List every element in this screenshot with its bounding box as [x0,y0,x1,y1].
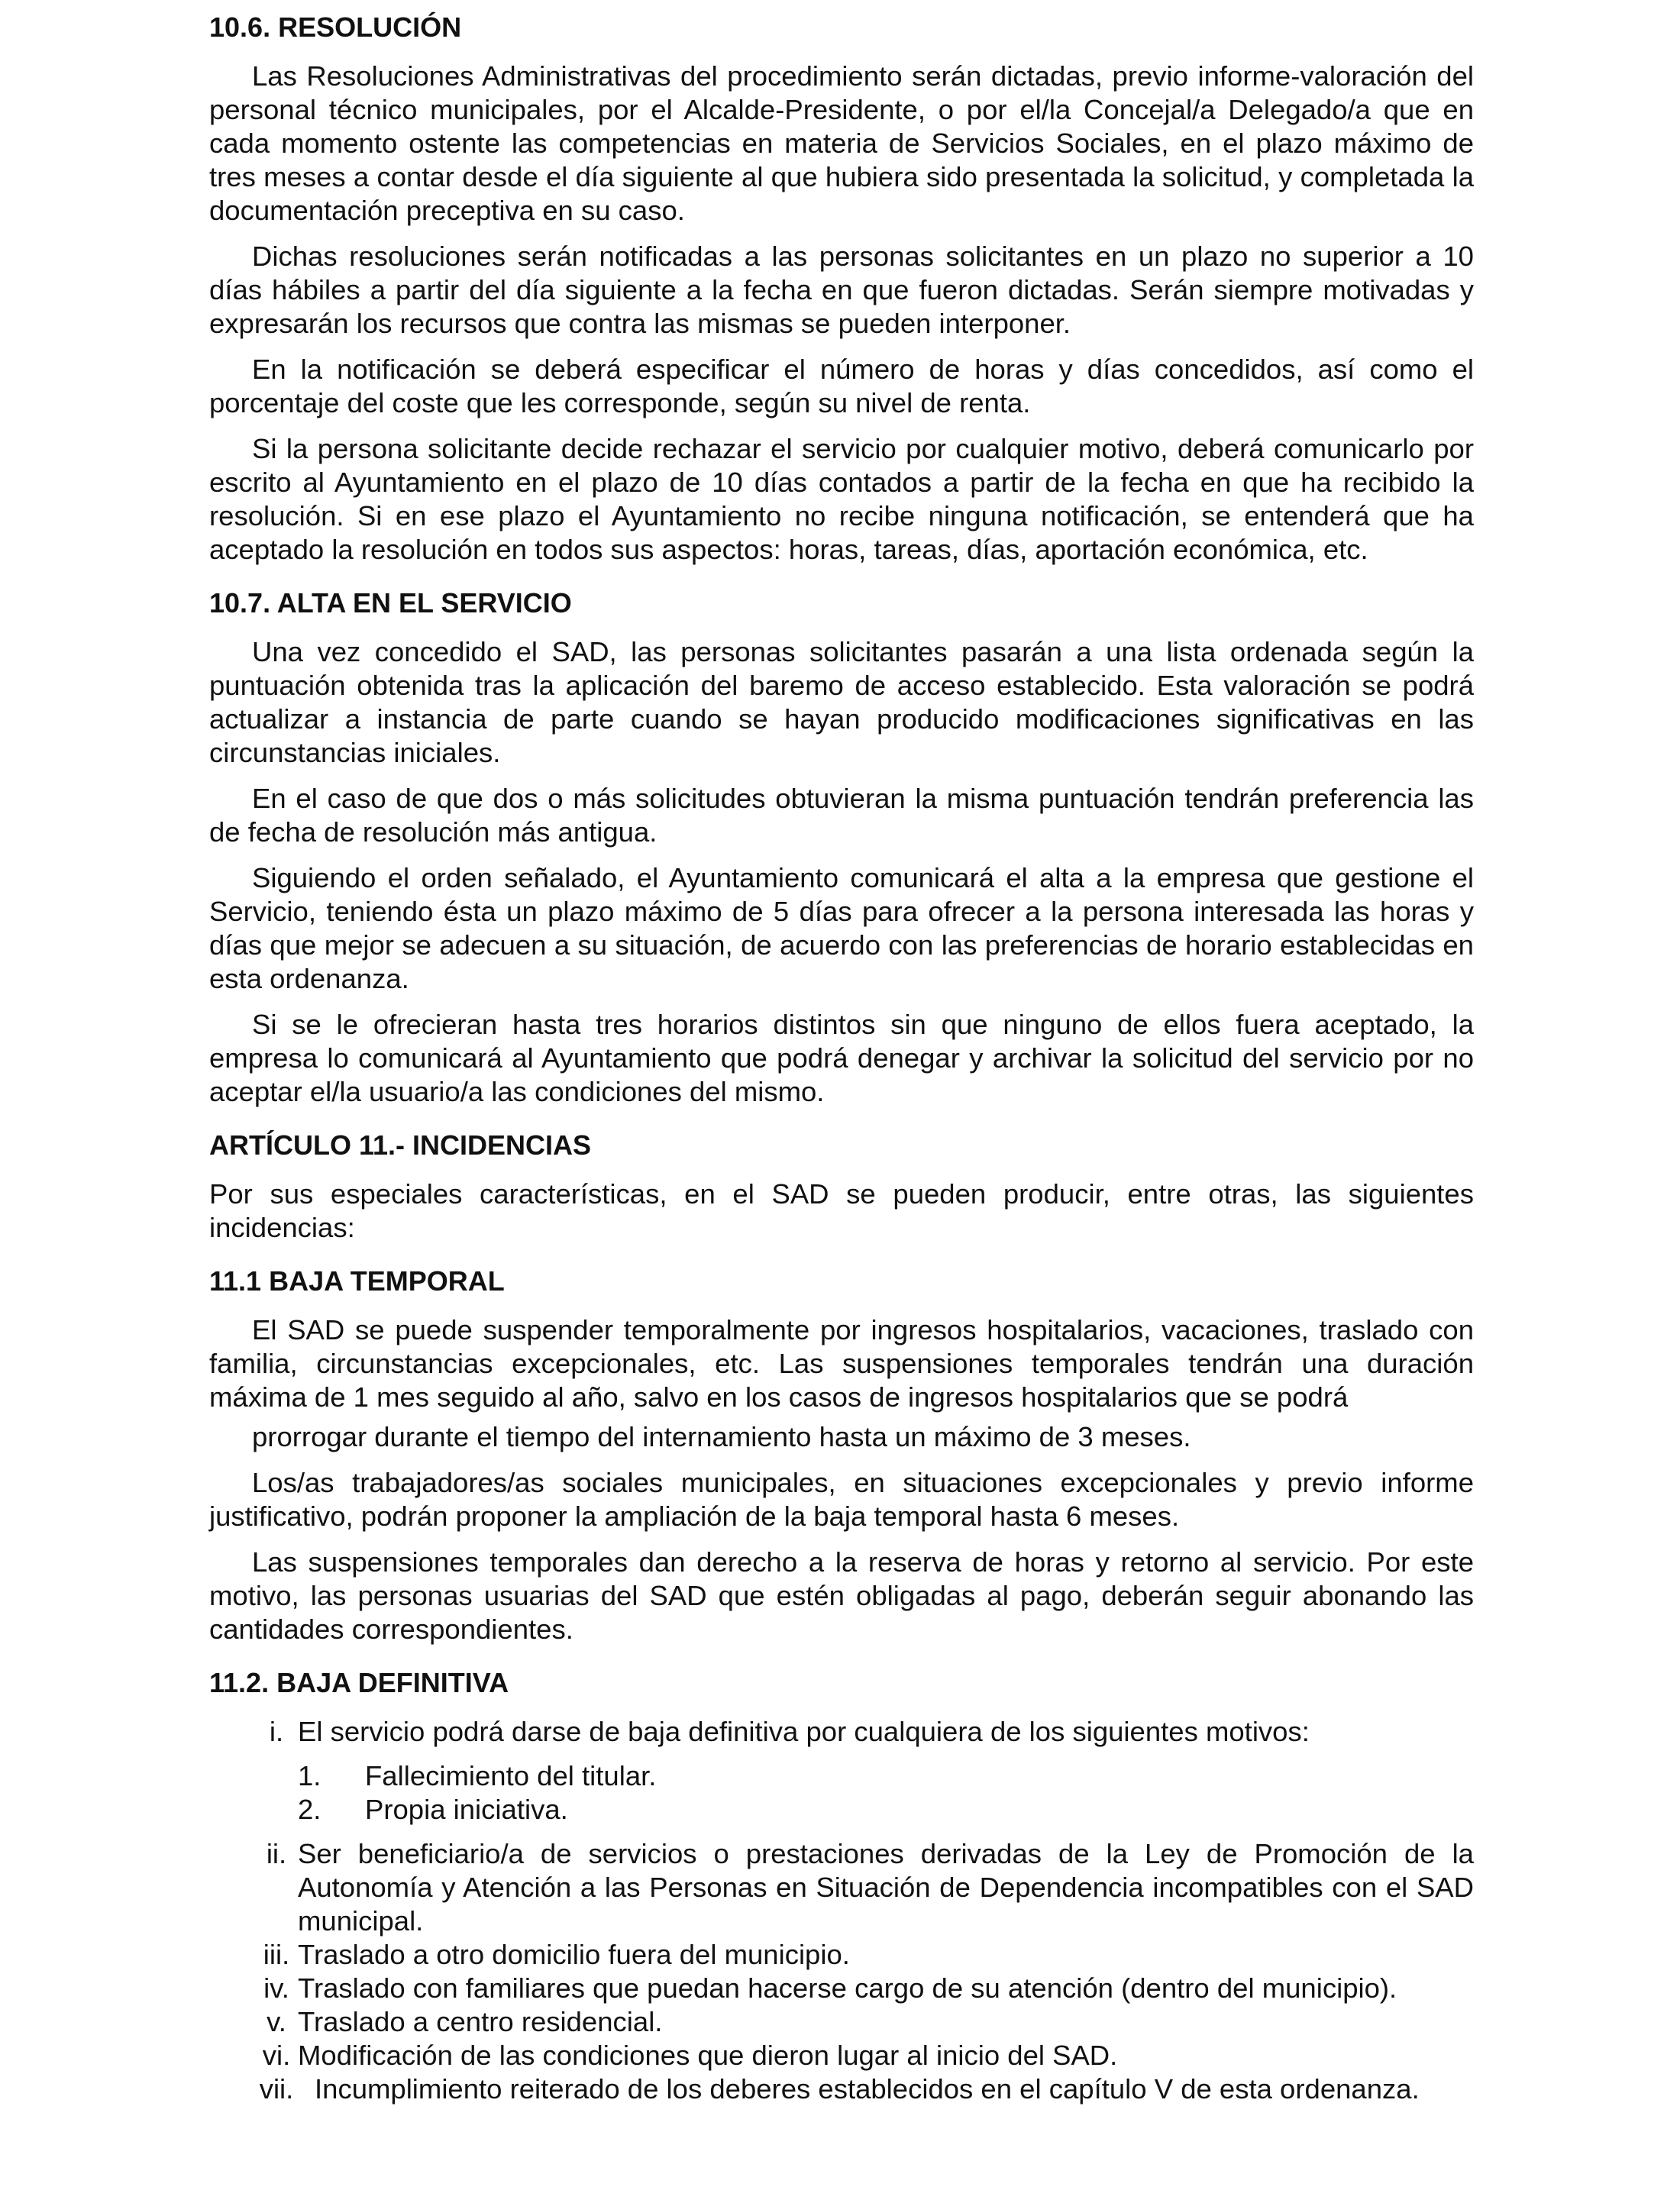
sub-list-item-text: Propia iniciativa. [365,1794,568,1825]
list-item-text: Incumplimiento reiterado de los deberes establecidos en el capítulo V de esta ordenanza. [315,2073,1420,2105]
sub-list-item-text: Fallecimiento del titular. [365,1760,657,1791]
paragraph: Una vez concedido el SAD, las personas solicitantes pasarán a una lista ordenada según la puntuación obtenida tras la aplicación del baremo de acceso establecido. Esta valoración se podrá actualizar a instancia de parte cuando se hayan producido modificaciones significativas en las circunstancias iniciales. [209,636,1474,768]
list-item-number: vii. [259,2073,294,2105]
list-item-number: v. [267,2006,286,2037]
paragraph: Si se le ofrecieran hasta tres horarios distintos sin que ninguno de ellos fuera aceptado, la empresa lo comunicará al Ayuntamiento que podrá denegar y archivar la solicitud del servicio por no aceptar el/la usuario/a las condiciones del mismo. [209,1009,1474,1107]
list-item-text: El servicio podrá darse de baja definitiva por cualquiera de los siguientes motivos: [298,1716,1310,1747]
list-item [209,1972,1474,2005]
paragraph: Dichas resoluciones serán notificadas a las personas solicitantes en un plazo no superior a 10 días hábiles a partir del día siguiente a la fecha en que fueron dictadas. Serán siempre motivadas y expresarán los recursos que contra las mismas se pueden interponer. [209,241,1474,339]
section-heading-11-1: 11.1 BAJA TEMPORAL [209,1265,505,1297]
list-item-number: iii. [263,1939,290,1970]
sub-list-item [298,1759,1474,1793]
list-item-text: Traslado a centro residencial. [298,2006,663,2037]
list-item-number: iv. [263,1972,289,2004]
list-item [209,2039,1474,2072]
paragraph-continuation: prorrogar durante el tiempo del internamiento hasta un máximo de 3 meses. [252,1421,1191,1452]
section-heading-11-2: 11.2. BAJA DEFINITIVA [209,1667,509,1698]
sub-list [298,1759,1474,1827]
list-item-number: ii. [266,1838,287,1869]
list-item-text: Ser beneficiario/a de servicios o prestaciones derivadas de la Ley de Promoción de la Autonomía y Atención a las Personas en Situación de Dependencia incompatibles con el SAD municipal. [298,1838,1474,1937]
paragraph: Las suspensiones temporales dan derecho a la reserva de horas y retorno al servicio. Por este motivo, las personas usuarias del SAD que estén obligadas al pago, deberán seguir abonando las cantidades correspondientes. [209,1546,1474,1645]
list-item [209,1715,1474,1749]
sub-list-item-number: 1. [298,1760,321,1791]
document-page [209,11,1474,2106]
section-heading-10-6: 10.6. RESOLUCIÓN [209,11,462,43]
paragraph: El SAD se puede suspender temporalmente por ingresos hospitalarios, vacaciones, traslado con familia, circunstancias excepcionales, etc. Las suspensiones temporales tendrán una duración máxima de 1 mes seguido al año, salvo en los casos de ingresos hospitalarios que se podrá [209,1314,1474,1413]
paragraph: Los/as trabajadores/as sociales municipales, en situaciones excepcionales y previo informe justificativo, podrán proponer la ampliación de la baja temporal hasta 6 meses. [209,1467,1474,1532]
paragraph: Las Resoluciones Administrativas del procedimiento serán dictadas, previo informe-valoración del personal técnico municipales, por el Alcalde-Presidente, o por el/la Concejal/a Delegado/a que en cada momento ostente las competencias en materia de Servicios Sociales, en el plazo máximo de tres meses a contar desde el día siguiente al que hubiera sido presentada la solicitud, y completada la documentación preceptiva en su caso. [209,60,1474,226]
paragraph: Por sus especiales características, en el SAD se pueden producir, entre otras, las siguientes incidencias: [209,1178,1474,1243]
list-item [209,2005,1474,2039]
list-item [209,1837,1474,1938]
paragraph: En la notificación se deberá especificar el número de horas y días concedidos, así como el porcentaje del coste que les corresponde, según su nivel de renta. [209,354,1474,418]
list-item [209,1938,1474,1972]
sub-list-item-number: 2. [298,1794,321,1825]
list-item-text: Traslado a otro domicilio fuera del municipio. [298,1939,850,1970]
baja-definitiva-list [209,1715,1474,2106]
paragraph: En el caso de que dos o más solicitudes obtuvieran la misma puntuación tendrán preferencia las de fecha de resolución más antigua. [209,783,1474,848]
paragraph: Siguiendo el orden señalado, el Ayuntamiento comunicará el alta a la empresa que gestione el Servicio, teniendo ésta un plazo máximo de 5 días para ofrecer a la persona interesada las horas y días que mejor se adecuen a su situación, de acuerdo con las preferencias de horario establecidas en esta ordenanza. [209,862,1474,994]
list-item-number: i. [269,1716,284,1747]
list-item-text: Modificación de las condiciones que dieron lugar al inicio del SAD. [298,2040,1118,2071]
list-item-number: vi. [262,2040,291,2071]
article-heading-11: ARTÍCULO 11.- INCIDENCIAS [209,1129,592,1161]
paragraph: Si la persona solicitante decide rechazar el servicio por cualquier motivo, deberá comunicarlo por escrito al Ayuntamiento en el plazo de 10 días contados a partir de la fecha en que ha recibido la resolución. Si en ese plazo el Ayuntamiento no recibe ninguna notificación, se entenderá que ha aceptado la resolución en todos sus aspectos: horas, tareas, días, aportación económica, etc. [209,433,1474,565]
section-heading-10-7: 10.7. ALTA EN EL SERVICIO [209,587,572,619]
list-item-text: Traslado con familiares que puedan hacerse cargo de su atención (dentro del municipio). [298,1972,1397,2004]
sub-list-item [298,1793,1474,1827]
list-item [209,2072,1474,2106]
